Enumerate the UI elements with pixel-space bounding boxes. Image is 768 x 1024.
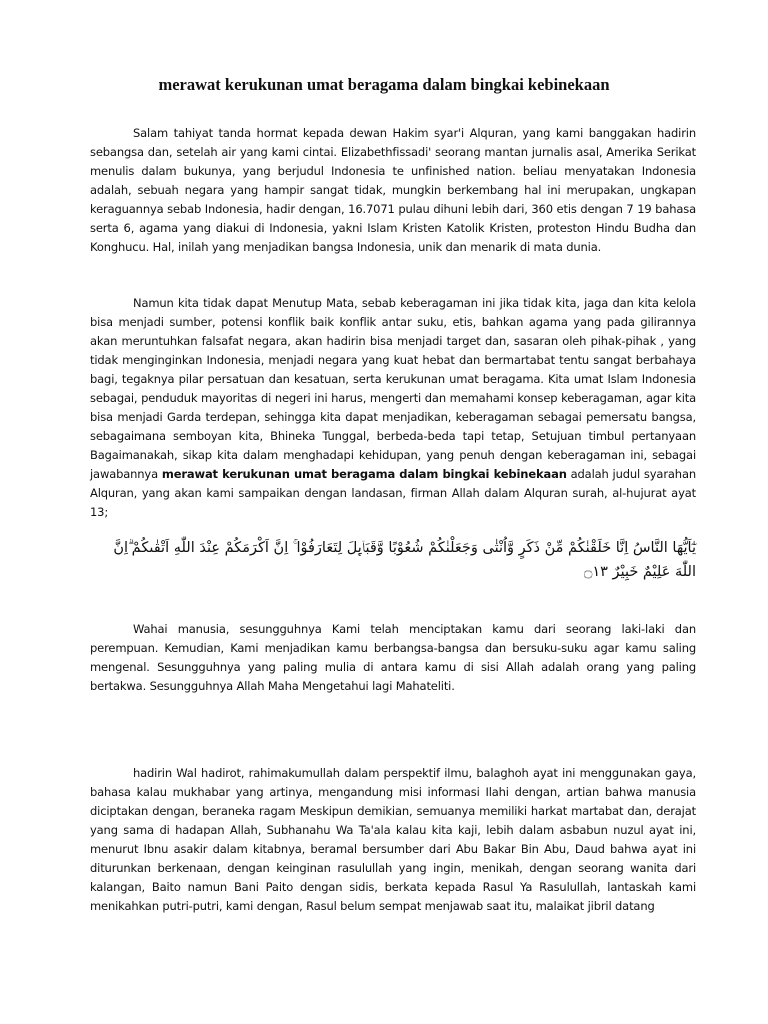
- paragraph-diversity-bold-title: merawat kerukunan umat beragama dalam bingkai kebinekaan: [161, 467, 567, 481]
- paragraph-diversity-text-end: adalah judul syarahan Alquran, yang akan kami sampaikan dengan landasan, firman Allah dalam Alquran surah, al-hujurat ayat 13;: [90, 467, 696, 519]
- arabic-verse: يٰٓاَيُّهَا النَّاسُ اِنَّا خَلَقْنٰكُمْ مِّنْ ذَكَرٍ وَّاُنْثٰى وَجَعَلْنٰكُمْ شُعُوْبًا وَّقَبَاۤىِٕلَ لِتَعَارَفُوْا ۚ اِنَّ اَكْرَمَكُمْ عِنْدَ اللّٰهِ اَتْقٰىكُمْ ۗاِنَّ اللّٰهَ عَلِيْمٌ خَبِيْرٌ ۝١٣: [113, 540, 696, 580]
- paragraph-translation: Wahai manusia, sesungguhnya Kami telah menciptakan kamu dari seorang laki-laki dan perempuan. Kemudian, Kami menjadikan kamu berbangsa-bangsa dan bersuku-suku agar kamu saling mengenal. Sesungguhnya yang paling mulia di antara kamu di sisi Allah adalah orang yang paling bertakwa. Sesungguhnya Allah Maha Mengetahui lagi Mahateliti.: [90, 622, 696, 693]
- document-title: merawat kerukunan umat beragama dalam bingkai kebinekaan: [158, 75, 610, 94]
- paragraph-diversity: [90, 294, 696, 522]
- paragraph-opening: Salam tahiyat tanda hormat kepada dewan Hakim syar'i Alquran, yang kami banggakan hadirin sebangsa dan, setelah air yang kami cintai. Elizabethfissadi' seorang mantan jurnalis asal, Amerika Serikat menulis dalam bukunya, yang berjudul Indonesia te unfinished nation. beliau menyatakan Indonesia adalah, sebuah negara yang hampir sangat tidak, mungkin berkembang hal ini merupakan, ungkapan keraguannya sebab Indonesia, hadir dengan, 16.7071 pulau dihuni lebih dari, 360 etis dengan 7 19 bahasa serta 6, agama yang diakui di Indonesia, yakni Islam Kristen Katolik Kristen, proteston Hindu Budha dan Konghucu. Hal, inilah yang menjadikan bangsa Indonesia, unik dan menarik di mata dunia.: [90, 126, 696, 254]
- paragraph-explanation: hadirin Wal hadirot, rahimakumullah dalam perspektif ilmu, balaghoh ayat ini menggunakan gaya, bahasa kalau mukhabar yang artinya, mengandung misi informasi Ilahi dengan, artian bahwa manusia diciptakan dengan, beraneka ragam Meskipun demikian, semuanya memiliki harkat martabat dan, derajat yang sama di hadapan Allah, Subhanahu Wa Ta'ala kalau kita kaji, lebih dalam asbabun nuzul ayat ini, menurut Ibnu asakir dalam kitabnya, beramal bersumber dari Abu Bakar Bin Abu, Daud bahwa ayat ini diturunkan berkenaan, dengan keinginan rasulullah yang ingin, menikah, dengan seorang wanita dari kalangan, Baito namun Bani Paito dengan sidis, berkata kepada Rasul Ya Rasulullah, lantaskah kami menikahkan putri-putri, kami dengan, Rasul belum sempat menjawab saat itu, malaikat jibril datang: [90, 766, 696, 913]
- paragraph-diversity-text: Namun kita tidak dapat Menutup Mata, sebab keberagaman ini jika tidak kita, jaga dan kita kelola bisa menjadi sumber, potensi konflik baik konflik antar suku, etis, bahkan agama yang pada gilirannya akan meruntuhkan falsafat negara, akan hadirin bisa menjadi target dan, sasaran oleh pihak-pihak , yang tidak menginginkan Indonesia, menjadi negara yang kuat hebat dan bermartabat tentu sangat berbahaya bagi, tegaknya pilar persatuan dan kesatuan, serta kerukunan umat beragama. Kita umat Islam Indonesia sebagai, penduduk mayoritas di negeri ini harus, mengerti dan memahami konsep keberagaman, agar kita bisa menjadi Garda terdepan, sehingga kita dapat menjadikan, keberagaman sebagai pemersatu bangsa, sebagaimana semboyan kita, Bhineka Tunggal, berbeda-beda tapi tetap, Setujuan timbul pertanyaan Bagaimanakah, sikap kita dalam menghadapi kehidupan, yang penuh dengan keberagaman ini, sebagai jawabannya: [90, 296, 696, 481]
